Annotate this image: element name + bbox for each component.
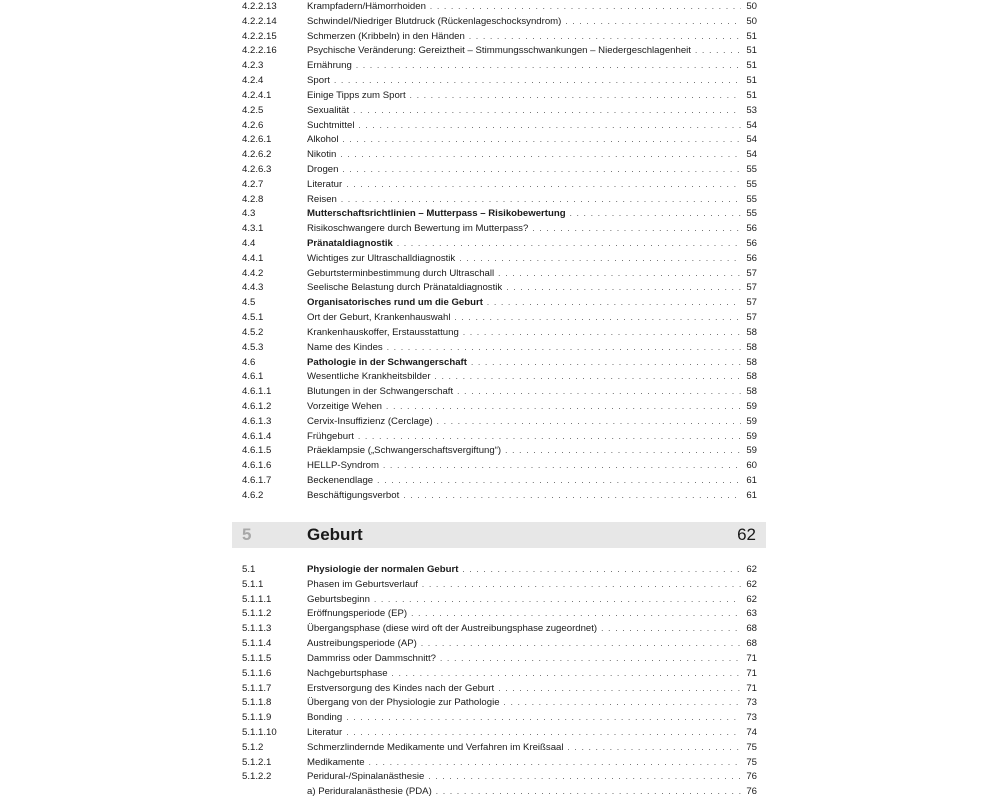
toc-entry-page: 74 bbox=[746, 726, 757, 738]
toc-entry-number: 4.2.2.13 bbox=[242, 1, 277, 12]
toc-entry-title: a) Periduralanästhesie (PDA) bbox=[307, 786, 432, 798]
toc-entry-number: 4.3.1 bbox=[242, 223, 264, 235]
toc-leader-dots bbox=[356, 59, 741, 74]
toc-entry bbox=[242, 459, 757, 474]
toc-entry bbox=[242, 652, 757, 667]
toc-entry-number: 4.6.2 bbox=[242, 489, 264, 501]
toc-entry bbox=[242, 178, 757, 193]
toc-entry-page: 76 bbox=[746, 786, 757, 798]
toc-entry-page: 58 bbox=[746, 386, 757, 398]
toc-entry bbox=[242, 593, 757, 608]
toc-entry-number: 4.2.4.1 bbox=[242, 89, 272, 101]
toc-entry-number: 5.1.2.1 bbox=[242, 756, 272, 768]
toc-entry-page: 58 bbox=[746, 371, 757, 383]
toc-leader-dots bbox=[392, 667, 741, 682]
toc-entry-page: 57 bbox=[746, 312, 757, 324]
toc-entry-title: Literatur bbox=[307, 178, 343, 190]
toc-entry-number: 4.6.1.4 bbox=[242, 430, 272, 442]
toc-leader-dots bbox=[411, 607, 741, 622]
toc-entry-title: Peridural-/Spinalanästhesie bbox=[307, 771, 425, 783]
toc-entry-page: 51 bbox=[746, 45, 757, 57]
toc-entry-title: Sport bbox=[307, 75, 330, 87]
toc-entry-title: Organisatorisches rund um die Geburt bbox=[307, 297, 483, 309]
toc-leader-dots bbox=[334, 74, 741, 89]
toc-entry-number: 4.6.1.3 bbox=[242, 415, 272, 427]
toc-entry bbox=[242, 622, 757, 637]
toc-entry-page: 54 bbox=[746, 149, 757, 161]
toc-entry-number: 4.2.6 bbox=[242, 119, 264, 131]
toc-entry bbox=[242, 474, 757, 489]
toc-entry-page: 59 bbox=[746, 400, 757, 412]
toc-entry bbox=[242, 296, 757, 311]
toc-leader-dots bbox=[695, 44, 741, 59]
toc-entry-number: 4.6 bbox=[242, 356, 256, 368]
toc-leader-dots bbox=[440, 652, 741, 667]
toc-entry-page: 50 bbox=[746, 1, 757, 12]
toc-entry-title: Schmerzlindernde Medikamente und Verfahren im Kreißsaal bbox=[307, 741, 564, 753]
toc-entry-title: Übergang von der Physiologie zur Pathologie bbox=[307, 697, 500, 709]
toc-entry-page: 75 bbox=[746, 756, 757, 768]
toc-entry-page: 58 bbox=[746, 356, 757, 368]
toc-entry bbox=[242, 415, 757, 430]
toc-entry-number: 4.2.2.14 bbox=[242, 15, 277, 27]
toc-entry bbox=[242, 207, 757, 222]
toc-entry-number: 4.6.1 bbox=[242, 371, 264, 383]
toc-entry-page: 55 bbox=[746, 193, 757, 205]
toc-entry-page: 73 bbox=[746, 712, 757, 724]
toc-entry-number: 4.2.4 bbox=[242, 75, 264, 87]
toc-entry-title: Sexualität bbox=[307, 104, 350, 116]
toc-entry bbox=[242, 119, 757, 134]
toc-entry bbox=[242, 59, 757, 74]
toc-entry bbox=[242, 726, 757, 741]
toc-entry bbox=[242, 770, 757, 785]
toc-entry-page: 56 bbox=[746, 223, 757, 235]
toc-leader-dots bbox=[353, 104, 741, 119]
toc-entry-title: Schmerzen (Kribbeln) in den Händen bbox=[307, 30, 465, 42]
toc-leader-dots bbox=[506, 281, 741, 296]
toc-leader-dots bbox=[505, 444, 741, 459]
toc-entry bbox=[242, 222, 757, 237]
toc-entry-number: 4.6.1.7 bbox=[242, 475, 272, 486]
toc-entry bbox=[242, 0, 757, 15]
toc-leader-dots bbox=[469, 30, 741, 45]
toc-entry-number: 4.2.3 bbox=[242, 60, 264, 72]
toc-entry-page: 68 bbox=[746, 623, 757, 635]
toc-entry-title: Ort der Geburt, Krankenhauswahl bbox=[307, 312, 451, 324]
toc-entry-page: 71 bbox=[746, 682, 757, 694]
toc-leader-dots bbox=[410, 89, 741, 104]
toc-entry-title: Cervix-Insuffizienz (Cerclage) bbox=[307, 415, 433, 427]
toc-entry-page: 55 bbox=[746, 163, 757, 175]
toc-entry-title: Psychische Veränderung: Gereiztheit – Stimmungsschwankungen – Niedergeschlagenheit bbox=[307, 45, 691, 57]
toc-entry-title: Pathologie in der Schwangerschaft bbox=[307, 356, 467, 368]
toc-entry bbox=[242, 44, 757, 59]
toc-entry-title: Drogen bbox=[307, 163, 339, 175]
toc-entry-page: 59 bbox=[746, 415, 757, 427]
toc-entry-number: 5.1.2 bbox=[242, 741, 264, 753]
toc-entry-title: Medikamente bbox=[307, 756, 365, 768]
toc-entry-title: Pränataldiagnostik bbox=[307, 238, 393, 249]
toc-entry bbox=[242, 326, 757, 341]
toc-entry bbox=[242, 148, 757, 163]
toc-leader-dots bbox=[462, 563, 741, 578]
toc-entry bbox=[242, 30, 757, 45]
toc-entry bbox=[242, 163, 757, 178]
toc-entry-title: Einige Tipps zum Sport bbox=[307, 89, 406, 101]
toc-entry-title: Geburtsbeginn bbox=[307, 593, 370, 605]
toc-leader-dots bbox=[358, 430, 741, 445]
toc-entry bbox=[242, 193, 757, 208]
toc-entry bbox=[242, 785, 757, 800]
toc-entry-title: Dammriss oder Dammschnitt? bbox=[307, 652, 437, 664]
toc-entry-number: 4.2.6.1 bbox=[242, 134, 272, 146]
toc-entry bbox=[242, 489, 757, 504]
toc-entry-number: 4.4.1 bbox=[242, 252, 264, 264]
toc-entry-number: 5.1.1.3 bbox=[242, 623, 272, 635]
toc-entry-title: Schwindel/Niedriger Blutdruck (Rückenlageschocksyndrom) bbox=[307, 15, 562, 27]
toc-entry-title: Beschäftigungsverbot bbox=[307, 489, 400, 501]
toc-entry bbox=[242, 430, 757, 445]
toc-entry-page: 54 bbox=[746, 134, 757, 146]
toc-entry bbox=[242, 756, 757, 771]
toc-entry-number: 4.2.7 bbox=[242, 178, 264, 190]
toc-entry-page: 75 bbox=[746, 741, 757, 753]
toc-entry-number: 4.3 bbox=[242, 208, 256, 220]
toc-entry-title: Geburtsterminbestimmung durch Ultraschall bbox=[307, 267, 495, 279]
toc-entry-title: Eröffnungsperiode (EP) bbox=[307, 608, 408, 620]
toc-entry-title: Präeklampsie („Schwangerschaftsvergiftung“) bbox=[307, 445, 502, 457]
toc-leader-dots bbox=[403, 489, 741, 504]
toc-leader-dots bbox=[346, 726, 741, 741]
toc-entry-number: 5.1.1.9 bbox=[242, 712, 272, 724]
toc-entry bbox=[242, 711, 757, 726]
toc-leader-dots bbox=[601, 622, 741, 637]
toc-entry-page: 51 bbox=[746, 89, 757, 101]
toc-entry-number: 4.4.3 bbox=[242, 282, 264, 294]
toc-leader-dots bbox=[570, 207, 741, 222]
toc-leader-dots bbox=[454, 311, 741, 326]
toc-leader-dots bbox=[430, 0, 741, 15]
toc-entry-title: Reisen bbox=[307, 193, 337, 205]
toc-leader-dots bbox=[341, 193, 741, 208]
toc-entry-page: 57 bbox=[746, 267, 757, 279]
toc-entry-title: Name des Kindes bbox=[307, 341, 383, 353]
toc-entry bbox=[242, 667, 757, 682]
toc-entry-title: Physiologie der normalen Geburt bbox=[307, 564, 459, 575]
toc-entry-page: 60 bbox=[746, 460, 757, 472]
toc-entry-page: 54 bbox=[746, 119, 757, 131]
toc-entry-page: 61 bbox=[746, 489, 757, 501]
toc-entry-title: Wesentliche Krankheitsbilder bbox=[307, 371, 431, 383]
toc-entry-page: 51 bbox=[746, 60, 757, 72]
toc-entry-number: 4.2.6.3 bbox=[242, 163, 272, 175]
toc-entry-number: 4.2.6.2 bbox=[242, 149, 272, 161]
toc-entry-title: Nachgeburtsphase bbox=[307, 667, 388, 679]
toc-leader-dots bbox=[346, 178, 741, 193]
toc-entry-number: 5.1.1 bbox=[242, 578, 264, 590]
toc-entry-title: Risikoschwangere durch Bewertung im Mutterpass? bbox=[307, 223, 529, 235]
toc-entry-page: 59 bbox=[746, 445, 757, 457]
toc-leader-dots bbox=[397, 237, 741, 252]
toc-entry-title: Wichtiges zur Ultraschalldiagnostik bbox=[307, 252, 456, 264]
toc-leader-dots bbox=[471, 356, 741, 371]
toc-entry bbox=[242, 578, 757, 593]
toc-entry bbox=[242, 237, 757, 252]
toc-entry bbox=[242, 696, 757, 711]
toc-leader-dots bbox=[421, 637, 741, 652]
toc-entry-title: Blutungen in der Schwangerschaft bbox=[307, 386, 454, 398]
toc-entry-page: 55 bbox=[746, 208, 757, 220]
toc-entry bbox=[242, 385, 757, 400]
toc-entry-page: 68 bbox=[746, 638, 757, 650]
toc-leader-dots bbox=[568, 741, 742, 756]
toc-entry-number: 5.1.1.10 bbox=[242, 726, 277, 738]
toc-entry-page: 62 bbox=[746, 578, 757, 590]
toc-entry-number: 5.1.1.5 bbox=[242, 652, 272, 664]
toc-entry bbox=[242, 281, 757, 296]
toc-leader-dots bbox=[504, 696, 741, 711]
toc-list-chapter-4 bbox=[242, 0, 757, 504]
chapter-heading bbox=[232, 522, 766, 548]
toc-entry-number: 5.1.1.8 bbox=[242, 697, 272, 709]
toc-entry-number: 4.4 bbox=[242, 238, 256, 249]
toc-entry-page: 56 bbox=[746, 238, 757, 249]
toc-entry bbox=[242, 133, 757, 148]
toc-entry bbox=[242, 356, 757, 371]
toc-leader-dots bbox=[532, 222, 741, 237]
toc-leader-dots bbox=[463, 326, 741, 341]
chapter-title: Geburt bbox=[307, 525, 363, 544]
toc-entry-title: HELLP-Syndrom bbox=[307, 460, 379, 472]
toc-entry-title: Ernährung bbox=[307, 60, 352, 72]
toc-entry-title: Bonding bbox=[307, 712, 343, 724]
toc-entry bbox=[242, 400, 757, 415]
toc-entry-title: Krankenhauskoffer, Erstausstattung bbox=[307, 326, 459, 338]
toc-entry-number: 4.6.1.6 bbox=[242, 460, 272, 472]
toc-entry-number: 5.1 bbox=[242, 564, 256, 575]
toc-entry-page: 73 bbox=[746, 697, 757, 709]
toc-entry bbox=[242, 682, 757, 697]
toc-entry bbox=[242, 15, 757, 30]
toc-entry-page: 57 bbox=[746, 297, 757, 309]
toc-entry-title: Vorzeitige Wehen bbox=[307, 400, 383, 412]
toc-entry-page: 51 bbox=[746, 30, 757, 42]
toc-entry-title: Erstversorgung des Kindes nach der Geburt bbox=[307, 682, 495, 694]
toc-entry-number: 4.2.2.16 bbox=[242, 45, 277, 57]
toc-leader-dots bbox=[377, 474, 741, 489]
toc-leader-dots bbox=[386, 400, 741, 415]
toc-entry bbox=[242, 370, 757, 385]
toc-leader-dots bbox=[437, 415, 741, 430]
toc-leader-dots bbox=[346, 711, 741, 726]
toc-entry-number: 4.5.1 bbox=[242, 312, 264, 324]
toc-leader-dots bbox=[457, 385, 741, 400]
toc-entry-number: 4.6.1.1 bbox=[242, 386, 272, 398]
toc-leader-dots bbox=[435, 370, 741, 385]
toc-entry-number: 5.1.1.6 bbox=[242, 667, 272, 679]
toc-entry-title: Alkohol bbox=[307, 134, 339, 146]
toc-entry-number: 4.2.8 bbox=[242, 193, 264, 205]
toc-entry-page: 59 bbox=[746, 430, 757, 442]
toc-entry-title: Krampfadern/Hämorrhoiden bbox=[307, 1, 426, 12]
toc-entry-title: Mutterschaftsrichtlinien – Mutterpass – Risikobewertung bbox=[307, 208, 566, 220]
chapter-number: 5 bbox=[242, 525, 252, 544]
toc-entry-number: 4.2.5 bbox=[242, 104, 264, 116]
toc-leader-dots bbox=[374, 593, 741, 608]
toc-entry-page: 58 bbox=[746, 341, 757, 353]
toc-entry-page: 62 bbox=[746, 593, 757, 605]
toc-entry-title: Phasen im Geburtsverlauf bbox=[307, 578, 418, 590]
toc-entry-title: Seelische Belastung durch Pränataldiagnostik bbox=[307, 282, 503, 294]
toc-leader-dots bbox=[369, 756, 741, 771]
toc-entry-page: 61 bbox=[746, 475, 757, 486]
toc-entry-title: Beckenendlage bbox=[307, 475, 374, 486]
toc-entry bbox=[242, 89, 757, 104]
toc-entry-page: 71 bbox=[746, 667, 757, 679]
toc-entry-number: 5.1.1.1 bbox=[242, 593, 272, 605]
toc-leader-dots bbox=[498, 682, 741, 697]
toc-leader-dots bbox=[459, 252, 741, 267]
toc-entry-page: 55 bbox=[746, 178, 757, 190]
toc-leader-dots bbox=[358, 119, 741, 134]
toc-entry bbox=[242, 341, 757, 356]
toc-leader-dots bbox=[565, 15, 741, 30]
toc-leader-dots bbox=[436, 785, 741, 800]
toc-leader-dots bbox=[383, 459, 741, 474]
toc-entry-title: Suchtmittel bbox=[307, 119, 355, 131]
toc-entry-page: 71 bbox=[746, 652, 757, 664]
toc-entry bbox=[242, 444, 757, 459]
toc-entry-number: 4.5.3 bbox=[242, 341, 264, 353]
toc-entry-title: Nikotin bbox=[307, 149, 337, 161]
toc-entry-page: 50 bbox=[746, 15, 757, 27]
toc-entry bbox=[242, 74, 757, 89]
toc-entry-number: 4.2.2.15 bbox=[242, 30, 277, 42]
toc-entry-page: 58 bbox=[746, 326, 757, 338]
toc-entry-number: 5.1.1.4 bbox=[242, 638, 272, 650]
toc-entry bbox=[242, 637, 757, 652]
toc-entry-page: 56 bbox=[746, 252, 757, 264]
toc-list-chapter-5 bbox=[242, 563, 757, 800]
toc-leader-dots bbox=[428, 770, 741, 785]
toc-entry-number: 5.1.1.7 bbox=[242, 682, 272, 694]
toc-entry bbox=[242, 267, 757, 282]
toc-entry-title: Frühgeburt bbox=[307, 430, 354, 442]
toc-entry-number: 4.6.1.2 bbox=[242, 400, 272, 412]
toc-leader-dots bbox=[342, 163, 741, 178]
toc-entry-number: 4.4.2 bbox=[242, 267, 264, 279]
toc-entry-page: 53 bbox=[746, 104, 757, 116]
toc-leader-dots bbox=[487, 296, 741, 311]
toc-entry bbox=[242, 741, 757, 756]
toc-entry-page: 63 bbox=[746, 608, 757, 620]
toc-entry-page: 57 bbox=[746, 282, 757, 294]
toc-entry-number: 4.5.2 bbox=[242, 326, 264, 338]
toc-leader-dots bbox=[422, 578, 741, 593]
toc-entry-title: Literatur bbox=[307, 726, 343, 738]
toc-leader-dots bbox=[498, 267, 741, 282]
toc-leader-dots bbox=[387, 341, 741, 356]
toc-entry bbox=[242, 607, 757, 622]
toc-leader-dots bbox=[340, 148, 741, 163]
toc-entry-number: 4.6.1.5 bbox=[242, 445, 272, 457]
toc-entry-number: 4.5 bbox=[242, 297, 256, 309]
toc-entry bbox=[242, 104, 757, 119]
chapter-page: 62 bbox=[737, 525, 756, 544]
toc-entry bbox=[242, 252, 757, 267]
toc-entry-title: Übergangsphase (diese wird oft der Austreibungsphase zugeordnet) bbox=[307, 623, 598, 635]
toc-entry bbox=[242, 311, 757, 326]
toc-entry-title: Austreibungsperiode (AP) bbox=[307, 638, 417, 650]
toc-entry bbox=[242, 563, 757, 578]
toc-leader-dots bbox=[342, 133, 741, 148]
toc-entry-page: 51 bbox=[746, 75, 757, 87]
toc-entry-number: 5.1.1.2 bbox=[242, 608, 272, 620]
toc-entry-page: 62 bbox=[746, 564, 757, 575]
toc-entry-page: 76 bbox=[746, 771, 757, 783]
toc-entry-number: 5.1.2.2 bbox=[242, 771, 272, 783]
